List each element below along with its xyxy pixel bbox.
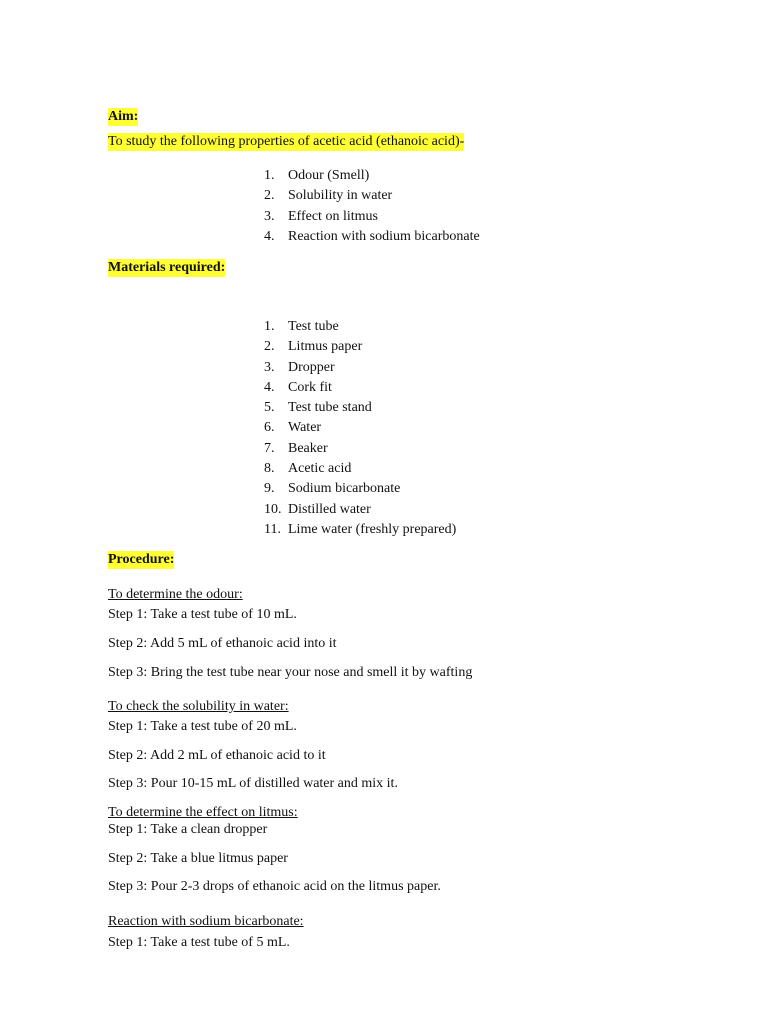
step-text: Step 3: Pour 2-3 drops of ethanoic acid on the litmus paper. xyxy=(108,879,441,894)
step-text: Step 2: Add 2 mL of ethanoic acid to it xyxy=(108,748,326,763)
section-title-solubility: To check the solubility in water: xyxy=(108,699,289,714)
step-text: Step 1: Take a clean dropper xyxy=(108,822,268,837)
step-text: Step 1: Take a test tube of 20 mL. xyxy=(108,719,297,734)
procedure-heading: Procedure: xyxy=(108,552,175,567)
aim-intro: To study the following properties of acetic acid (ethanoic acid)- xyxy=(108,134,465,149)
list-item: 10. Distilled water xyxy=(264,501,371,517)
materials-list xyxy=(264,317,456,540)
list-item: 1. Odour (Smell) xyxy=(264,168,370,183)
section-title-litmus: To determine the effect on litmus: xyxy=(108,805,298,820)
list-item: 2. Solubility in water xyxy=(264,188,393,204)
list-item: 6. Water xyxy=(264,420,322,436)
step-text: Step 2: Add 5 mL of ethanoic acid into it xyxy=(108,636,337,651)
list-item: 5. Test tube stand xyxy=(264,400,372,416)
list-item: 8. Acetic acid xyxy=(264,461,352,477)
list-item: 11. Lime water (freshly prepared) xyxy=(264,521,457,537)
aim-properties-list xyxy=(264,166,480,247)
section-title-bicarbonate: Reaction with sodium bicarbonate: xyxy=(108,914,304,929)
step-text: Step 1: Take a test tube of 5 mL. xyxy=(108,935,290,950)
step-text: Step 3: Pour 10-15 mL of distilled water and mix it. xyxy=(108,776,398,791)
step-text: Step 1: Take a test tube of 10 mL. xyxy=(108,607,297,622)
list-item: 3. Effect on litmus xyxy=(264,208,378,224)
list-item: 4. Reaction with sodium bicarbonate xyxy=(264,228,480,244)
list-item: 3. Dropper xyxy=(264,359,335,375)
aim-heading: Aim: xyxy=(108,109,139,124)
list-item: 2. Litmus paper xyxy=(264,339,363,355)
list-item: 9. Sodium bicarbonate xyxy=(264,481,401,497)
list-item: 7. Beaker xyxy=(264,440,328,456)
step-text: Step 2: Take a blue litmus paper xyxy=(108,851,288,866)
step-text: Step 3: Bring the test tube near your nose and smell it by wafting xyxy=(108,665,473,680)
list-item: 4. Cork fit xyxy=(264,379,332,395)
materials-heading: Materials required: xyxy=(108,260,226,275)
list-item: 1. Test tube xyxy=(264,319,339,334)
section-title-odour: To determine the odour: xyxy=(108,587,243,602)
